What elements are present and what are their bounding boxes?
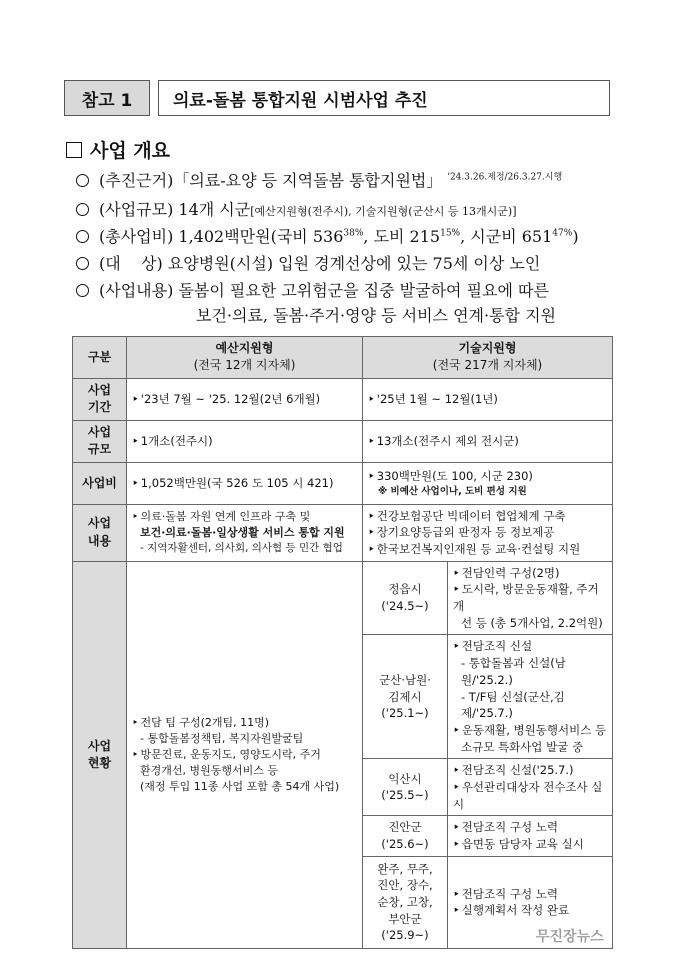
content-a: ‣ 의료·돌봄 자원 연계 인프라 구축 및 보건·의료·돌봄·일상생활 서비스 통합 지원 - 지역자활센터, 의사회, 의사협 등 민간 협업 xyxy=(127,504,363,561)
budget-province-pct: 15% xyxy=(440,228,461,239)
table-row-status xyxy=(73,561,613,948)
cost-a: ‣ 1,052백만원(국 526 도 105 시 421) xyxy=(127,462,363,504)
type-a-sub: (전국 12개 지자체) xyxy=(193,358,296,373)
circle-bullet-icon xyxy=(76,230,89,243)
target-text: 요양병원(시설) 입원 경계선상에 있는 75세 이상 노인 xyxy=(167,254,541,273)
type-a-name: 예산지원형 xyxy=(215,341,274,355)
row-label-scale: 사업 규모 xyxy=(73,420,127,462)
basis-text: 「의료-요양 등 지역돌봄 통합지원법」 xyxy=(173,171,443,190)
table-row-period xyxy=(73,378,613,420)
cost-b-note: ※ 비예산 사업이나, 도비 편성 지원 xyxy=(378,485,527,497)
checkbox-square-icon xyxy=(66,142,82,158)
section-title-text: 사업 개요 xyxy=(90,140,171,162)
region-row xyxy=(363,562,612,635)
scale-label: (사업규모) xyxy=(99,200,174,219)
overview-target xyxy=(76,251,540,274)
scale-a: ‣ 1개소(전주시) xyxy=(127,420,363,462)
region-row xyxy=(363,759,612,816)
budget-province: , 도비 215 xyxy=(363,227,441,246)
watermark-logo: 무진장뉴스 xyxy=(536,929,604,945)
region-items: ‣ 전담인력 구성(2명) ‣ 도시락, 방문운동재활, 주거개 선 등 (총 5개사업, 2.2억원) xyxy=(448,562,613,635)
overview-content-line2: 보건·의료, 돌봄·주거·영양 등 서비스 연계·통합 지원 xyxy=(196,306,556,325)
overview-scale xyxy=(76,197,517,220)
overview-budget xyxy=(76,224,579,247)
target-label: (대 상) xyxy=(99,254,163,273)
region-table xyxy=(363,562,612,948)
budget-city: , 시군비 651 xyxy=(460,227,553,246)
circle-bullet-icon xyxy=(76,284,89,297)
content-b: ‣ 건강보험공단 빅데이터 협업체계 구축 ‣ 장기요양등급외 판정자 등 정보제공 ‣ 한국보건복지인재원 등 교육·컨설팅 지원 xyxy=(363,504,613,561)
budget-main: 1,402백만원 xyxy=(178,227,271,246)
table-row-cost xyxy=(73,462,613,504)
section-title xyxy=(66,136,170,163)
table-row-scale xyxy=(73,420,613,462)
type-b-name: 기술지원형 xyxy=(458,341,517,355)
project-table xyxy=(72,336,613,949)
overview-basis xyxy=(76,168,562,191)
region-name: 군산·남원· 김제시 ('25.1~) xyxy=(363,635,448,759)
region-items: ‣ 전담조직 신설 - 통합돌봄과 신설(남원/'25.2.) - T/F팀 신설(군산,김제/'25.7.) ‣ 운동재활, 병원동행서비스 등 소규모 특화사업 발굴 중 xyxy=(448,635,613,759)
region-name: 진안군 ('25.6~) xyxy=(363,816,448,856)
document-title: 의료-돌봄 통합지원 시범사업 추진 xyxy=(158,80,610,116)
circle-bullet-icon xyxy=(76,257,89,270)
basis-note: '24.3.26.제정/26.3.27.시행 xyxy=(447,172,563,183)
content-label: (사업내용) xyxy=(99,281,174,300)
budget-national-pct: 38% xyxy=(343,228,364,239)
scale-detail: [예산지원형(전주시), 기술지원형(군산시 등 13개시군)] xyxy=(250,205,517,218)
scale-text: 14개 시군 xyxy=(178,200,251,219)
reference-tag: 참고 1 xyxy=(64,80,150,116)
basis-label: (추진근거) xyxy=(99,171,174,190)
content-text: 돌봄이 필요한 고위험군을 집중 발굴하여 필요에 따른 xyxy=(178,281,549,300)
budget-close: ) xyxy=(572,227,579,246)
circle-bullet-icon xyxy=(76,203,89,216)
budget-city-pct: 47% xyxy=(552,228,573,239)
budget-national: (국비 536 xyxy=(270,227,344,246)
status-a: ‣ 전담 팀 구성(2개팀, 11명) - 통합돌봄정책팀, 복지자원발굴팀 ‣ 방문진료, 운동지도, 영양도시락, 주거 환경개선, 병원동행서비스 등 (재정 투입 11종 사업 포함 총 54개 사업) xyxy=(127,561,363,948)
row-label-status: 사업 현황 xyxy=(73,561,127,948)
row-label-content: 사업 내용 xyxy=(73,504,127,561)
col-header-budget-type xyxy=(127,337,363,379)
region-row xyxy=(363,635,612,759)
circle-bullet-icon xyxy=(76,174,89,187)
budget-label: (총사업비) xyxy=(99,227,174,246)
cost-b: ‣ 330백만원(도 100, 시군 230) ※ 비예산 사업이나, 도비 편성 지원 xyxy=(363,462,613,504)
period-a: ‣ '23년 7월 ~ '25. 12월(2년 6개월) xyxy=(127,378,363,420)
col-header-category: 구분 xyxy=(73,337,127,379)
overview-content xyxy=(76,278,549,301)
region-row xyxy=(363,816,612,856)
region-name: 정읍시 ('24.5~) xyxy=(363,562,448,635)
region-items: ‣ 전담조직 구성 노력 ‣ 읍면동 담당자 교육 실시 xyxy=(448,816,613,856)
row-label-cost: 사업비 xyxy=(73,462,127,504)
period-b: ‣ '25년 1월 ~ 12월(1년) xyxy=(363,378,613,420)
status-b xyxy=(363,561,613,948)
type-b-sub: (전국 217개 지자체) xyxy=(432,358,543,373)
table-header-row xyxy=(73,337,613,379)
region-items: ‣ 전담조직 신설('25.7.) ‣ 우선관리대상자 전수조사 실시 xyxy=(448,759,613,816)
scale-b: ‣ 13개소(전주시 제외 전시군) xyxy=(363,420,613,462)
region-name: 익산시 ('25.5~) xyxy=(363,759,448,816)
row-label-period: 사업 기간 xyxy=(73,378,127,420)
region-items: ‣ 전담조직 구성 노력 ‣ 실행계획서 작성 완료 xyxy=(448,856,613,948)
region-name: 완주, 무주, 진안, 장수, 순창, 고창, 부안군 ('25.9~) xyxy=(363,856,448,948)
col-header-tech-type xyxy=(363,337,613,379)
table-row-content xyxy=(73,504,613,561)
